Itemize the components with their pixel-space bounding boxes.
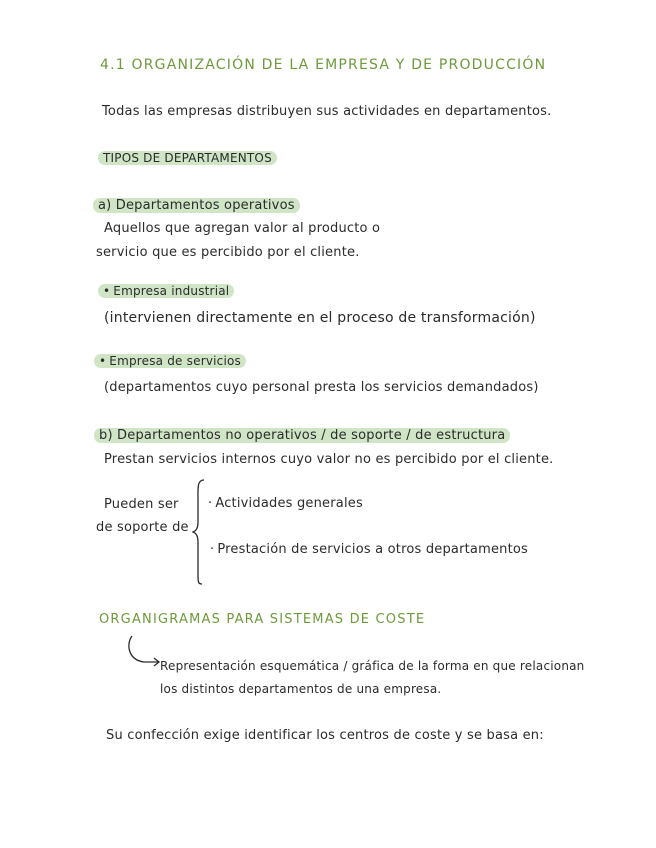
tipos-heading: [98, 151, 277, 166]
curly-brace-icon: [192, 478, 206, 586]
organigramas-def-line-1: Representación esquemática / gráfica de la forma en que relacionan: [160, 659, 585, 673]
bullet-icon: •: [103, 284, 111, 298]
intro-text: Todas las empresas distribuyen sus actividades en departamentos.: [102, 104, 552, 119]
bullet-icon: •: [99, 354, 107, 368]
servicios-heading: [94, 354, 246, 369]
no-operativos-desc: Prestan servicios internos cuyo valor no es percibido por el cliente.: [104, 452, 554, 467]
pueden-ser-line-2: de soporte de: [96, 520, 189, 535]
servicios-highlight: [94, 354, 246, 368]
organigramas-def-line-2: los distintos departamentos de una empresa.: [160, 682, 442, 696]
soporte-item-2-label: Prestación de servicios a otros departamentos: [217, 542, 529, 557]
page-title: 4.1 ORGANIZACIÓN DE LA EMPRESA Y DE PRODUCCIÓN: [100, 57, 547, 73]
operativos-line-1: Aquellos que agregan valor al producto o: [104, 221, 381, 236]
confeccion-text: Su confección exige identificar los centros de coste y se basa en:: [106, 728, 544, 743]
operativos-line-2: servicio que es percibido por el cliente.: [96, 245, 360, 260]
no-operativos-highlight: b) Departamentos no operativos / de soporte / de estructura: [94, 428, 510, 443]
curved-arrow-icon: [124, 634, 164, 674]
tipos-highlight: TIPOS DE DEPARTAMENTOS: [98, 151, 277, 165]
bullet-icon: ·: [210, 542, 215, 557]
pueden-ser-line-1: Pueden ser: [104, 497, 179, 512]
operativos-heading: [93, 198, 300, 213]
soporte-item-2: [210, 542, 528, 557]
bullet-icon: ·: [208, 496, 213, 511]
soporte-item-1: [208, 496, 363, 511]
industrial-heading: [98, 284, 234, 299]
operativos-highlight: a) Departamentos operativos: [93, 198, 300, 213]
organigramas-heading: ORGANIGRAMAS PARA SISTEMAS DE COSTE: [99, 612, 426, 627]
servicios-desc: (departamentos cuyo personal presta los servicios demandados): [104, 380, 539, 395]
industrial-highlight: [98, 284, 234, 298]
servicios-label: Empresa de servicios: [109, 354, 241, 368]
industrial-desc: (intervienen directamente en el proceso de transformación): [104, 310, 536, 326]
soporte-item-1-label: Actividades generales: [215, 496, 363, 511]
industrial-label: Empresa industrial: [113, 284, 230, 298]
no-operativos-heading: [94, 428, 510, 443]
